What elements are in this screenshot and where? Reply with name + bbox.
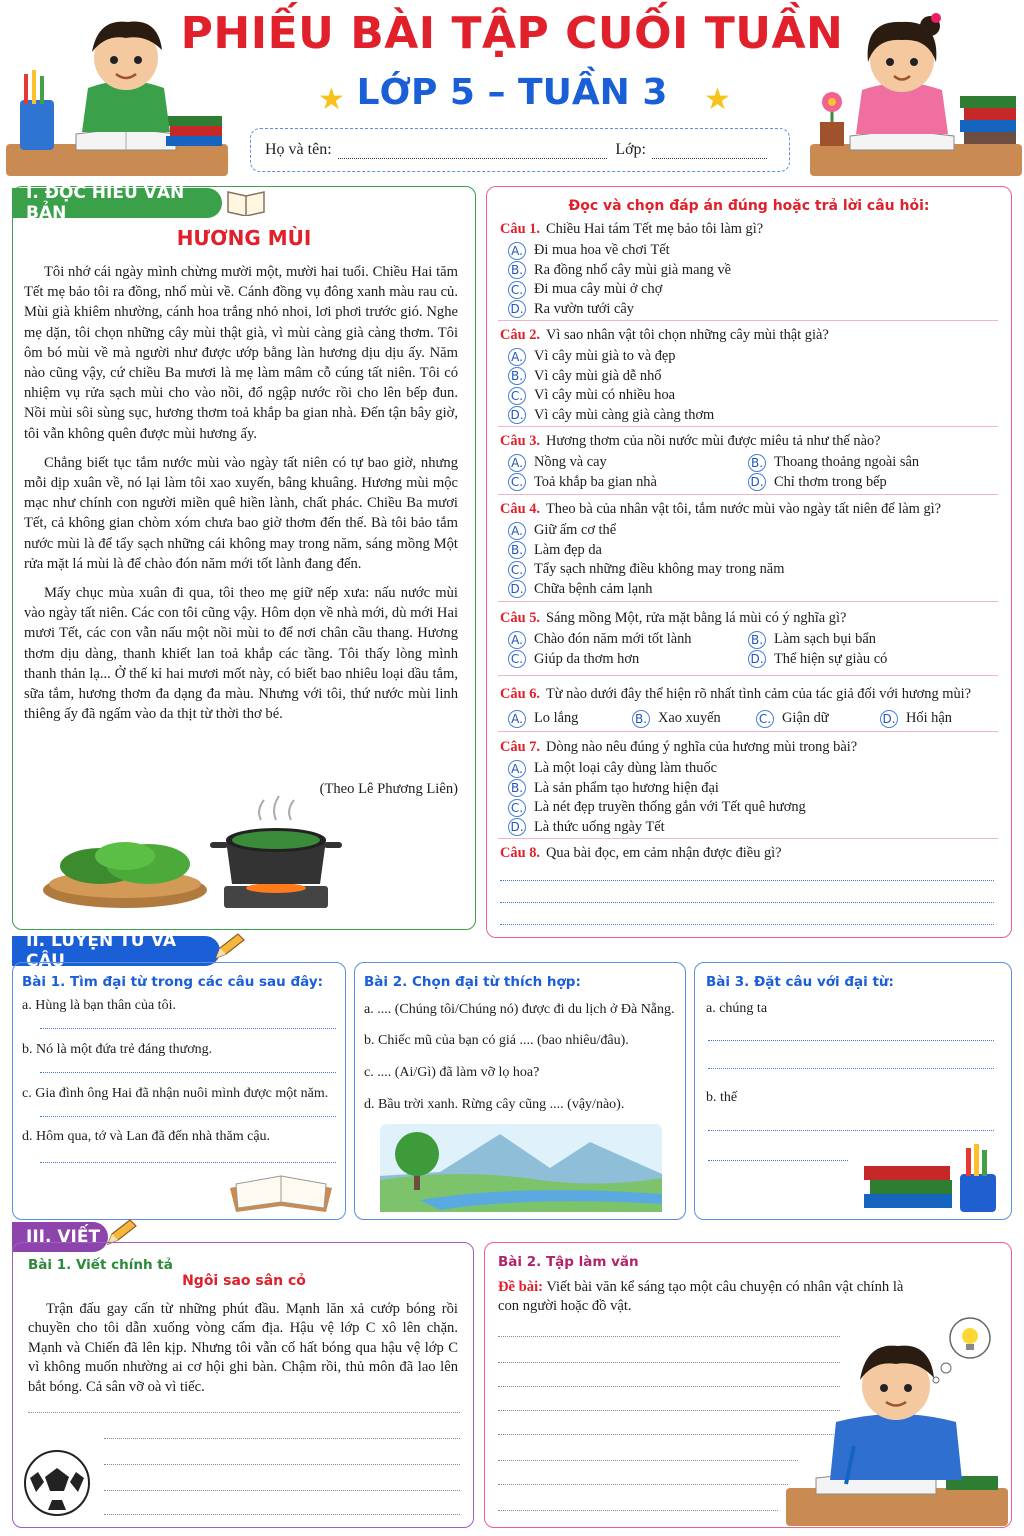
- option-b[interactable]: B. Làm đẹp da: [500, 541, 1000, 561]
- writing-line[interactable]: [498, 1510, 778, 1511]
- option-letter-icon: B.: [508, 367, 526, 385]
- option-letter-icon: C.: [508, 387, 526, 405]
- option-letter-icon: D.: [508, 818, 526, 836]
- writing-line[interactable]: [104, 1464, 460, 1465]
- exercise-2-item: b. Chiếc mũ của bạn có giá .... (bao nhiêu/đâu).: [364, 1033, 629, 1048]
- option-letter-icon: A.: [508, 631, 526, 649]
- section-vocab-tag: II. LUYỆN TỪ VÀ CÂU: [12, 936, 220, 966]
- girl-reading-illustration: [810, 4, 1022, 176]
- worksheet-subtitle: LỚP 5 – TUẦN 3: [356, 72, 668, 113]
- writing-line[interactable]: [28, 1412, 460, 1413]
- option-letter-icon: C.: [508, 561, 526, 579]
- story-title: HƯƠNG MÙI: [176, 226, 312, 250]
- option-c[interactable]: C. Vì cây mùi có nhiều hoa: [500, 386, 1000, 406]
- answer-line[interactable]: [40, 1116, 336, 1117]
- dictation-subtitle: Ngôi sao sân cỏ: [182, 1273, 306, 1289]
- question-6: Câu 6. Từ nào dưới đây thể hiện rõ nhất tình cảm của tác giả đối với hương mùi? A. Lo lắng B. Xao xuyến C. Giận dữ D. Hối hận: [500, 686, 1000, 729]
- question-1: Câu 1. Chiều Hai tám Tết mẹ bảo tôi làm gì? A. Đi mua hoa về chơi Tết B. Ra đồng nhổ cây mùi già mang về C. Đi mua cây mùi ở chợ D. Ra vườn tưới cây: [500, 221, 1000, 319]
- class-label: Lớp:: [615, 141, 646, 158]
- open-book-icon: [226, 1168, 336, 1216]
- question-2: Câu 2. Vì sao nhân vật tôi chọn những cây mùi thật già? A. Vì cây mùi già to và đẹp B. Vì cây mùi già dễ nhổ C. Vì cây mùi có nhiều hoa D. Vì cây mùi càng già càng thơm: [500, 327, 1000, 425]
- star-icon: ★: [704, 82, 731, 117]
- divider: [498, 426, 998, 427]
- star-icon: ★: [318, 82, 345, 117]
- option-letter-icon: D.: [748, 650, 766, 668]
- section-writing-tag: III. VIẾT: [12, 1222, 108, 1252]
- section-reading-tag: I. ĐỌC HIỂU VĂN BẢN: [12, 188, 222, 218]
- option-d[interactable]: D. Ra vườn tưới cây: [500, 300, 1000, 320]
- answer-line[interactable]: [40, 1028, 336, 1029]
- option-letter-icon: B.: [632, 710, 650, 728]
- question-7: Câu 7. Dòng nào nêu đúng ý nghĩa của hương mùi trong bài? A. Là một loại cây dùng làm thuốc B. Là sản phẩm tạo hương hiện đại C. Là nét đẹp truyền thống gắn với Tết quê hương D. Là thức uống ngày Tết: [500, 739, 1000, 837]
- exercise-3-item: a. chúng ta: [706, 1001, 768, 1016]
- option-letter-icon: D.: [880, 710, 898, 728]
- book-icon: [226, 186, 266, 216]
- option-d[interactable]: D. Vì cây mùi càng già càng thơm: [500, 406, 1000, 426]
- question-3: Câu 3. Hương thơm của nồi nước mùi được miêu tả như thế nào? A. Nồng và cay B. Thoang thoảng ngoài sân C. Toả khắp ba gian nhà D. Chỉ thơm trong bếp: [500, 433, 1000, 492]
- cooking-pot-icon: [206, 790, 346, 914]
- boy-reading-illustration: [6, 4, 228, 176]
- exercise-1-item: a. Hùng là bạn thân của tôi.: [22, 998, 176, 1013]
- story-paragraph: Chẳng biết tục tắm nước mùi vào ngày tất niên có tự bao giờ, nhưng mỗi dịp xuân về, nó lại làm tôi xao xuyến, bâng khuâng. Hương mùi mộc mạc như chính con người miền quê hiền lành, chất phác. Chiều Ba mươi Tết, cả không gian chòm xóm chưa bao giờ thơm đến thế. Bà tôi bảo tắm nước mùi là để tẩy sạch những cái không may trong năm, sáng mồng Một rửa mặt lá mùi là để chào đón năm mới tốt lành đang đến.: [24, 454, 458, 572]
- option-d[interactable]: D. Thể hiện sự giàu có: [740, 650, 980, 670]
- divider: [498, 494, 998, 495]
- option-letter-icon: C.: [508, 473, 526, 491]
- exercise-1-item: c. Gia đình ông Hai đã nhận nuôi mình được một năm.: [22, 1086, 329, 1101]
- option-d[interactable]: D. Chữa bệnh cảm lạnh: [500, 580, 1000, 600]
- divider: [498, 320, 998, 321]
- exercise-2-item: d. Bầu trời xanh. Rừng cây cũng .... (vậy/nào).: [364, 1097, 625, 1112]
- divider: [498, 675, 998, 676]
- exercise-1-item: b. Nó là một đứa trẻ đáng thương.: [22, 1042, 213, 1057]
- option-c[interactable]: C. Giúp da thơm hơn: [500, 650, 740, 670]
- story-paragraph: Mấy chục mùa xuân đi qua, tôi theo mẹ giữ nếp xưa: nấu nước mùi vào ngày tất niên. Các con tôi cũng vậy. Hôm dọn về nhà mới, dù mới Hai mươi Tết, các con vẫn nấu một nồi mùi to để nơi chân cầu thang. Hương thơm dịu dàng, thanh khiết lan toả khắp các tầng. Tôi thấy lòng mình thanh thản lạ... Ở thế kỉ hai mươi mốt này, có biết bao nhiêu loại dầu tắm, sữa tắm, hương thơm đa dạng đa màu. Nhưng với tôi, thứ nước mùi linh thiêng ấy đã ngấm vào da thịt từ thời thơ bé.: [24, 585, 458, 723]
- exercise-3-title: Bài 3. Đặt câu với đại từ:: [706, 974, 894, 990]
- story-text: [24, 262, 458, 733]
- answer-line[interactable]: [500, 902, 994, 903]
- writing-line[interactable]: [104, 1514, 460, 1515]
- option-letter-icon: C.: [508, 281, 526, 299]
- answer-line[interactable]: [500, 880, 994, 881]
- name-field[interactable]: [338, 149, 608, 159]
- class-field[interactable]: [652, 149, 767, 159]
- option-c[interactable]: C. Toả khắp ba gian nhà: [500, 473, 740, 493]
- questions-heading: Đọc và chọn đáp án đúng hoặc trả lời câu hỏi:: [568, 198, 930, 214]
- option-d[interactable]: D. Là thức uống ngày Tết: [500, 818, 1000, 838]
- option-b[interactable]: B. Làm sạch bụi bẩn: [740, 630, 980, 650]
- option-letter-icon: B.: [748, 631, 766, 649]
- option-c[interactable]: C. Đi mua cây mùi ở chợ: [500, 280, 1000, 300]
- dictation-text: Trận đấu gay cấn từ những phút đầu. Mạnh lăn xả cướp bóng rồi chuyền cho tôi dẫn xuống vòng cấm địa. Hậu vệ lớp C xô lên chặn. Mạnh và Chiến đã lên kịp. Nhưng tôi vẫn cố hất bóng qua hậu vệ lớp C vì không muốn nhường ai cơ hội ghi bàn. Chậm rồi, thủ môn đã lao lên bắt bóng. Cả sân vỡ oà vì tiếc.: [28, 1301, 458, 1395]
- option-b[interactable]: B. Thoang thoảng ngoài sân: [740, 453, 980, 473]
- option-letter-icon: B.: [508, 779, 526, 797]
- exercise-2-item: c. .... (Ai/Gì) đã làm vỡ lọ hoa?: [364, 1065, 540, 1080]
- option-letter-icon: D.: [748, 473, 766, 491]
- option-b[interactable]: B. Là sản phẩm tạo hương hiện đại: [500, 779, 1000, 799]
- name-label: Họ và tên:: [265, 141, 332, 158]
- option-d[interactable]: D. Chỉ thơm trong bếp: [740, 473, 980, 493]
- option-c[interactable]: C. Là nét đẹp truyền thống gắn với Tết quê hương: [500, 798, 1000, 818]
- story-source: (Theo Lê Phương Liên): [319, 781, 458, 797]
- option-letter-icon: A.: [508, 454, 526, 472]
- option-letter-icon: A.: [508, 242, 526, 260]
- option-letter-icon: D.: [508, 580, 526, 598]
- divider: [498, 838, 998, 839]
- divider: [498, 731, 998, 732]
- option-a[interactable]: A. Là một loại cây dùng làm thuốc: [500, 759, 1000, 779]
- composition-title: Bài 2. Tập làm văn: [498, 1254, 639, 1270]
- worksheet-title: PHIẾU BÀI TẬP CUỐI TUẦN: [180, 8, 844, 59]
- option-c[interactable]: C. Tẩy sạch những điều không may trong năm: [500, 560, 1000, 580]
- option-a[interactable]: A. Đi mua hoa về chơi Tết: [500, 241, 1000, 261]
- option-c[interactable]: C. Giận dữ: [748, 709, 872, 729]
- option-b[interactable]: B. Vì cây mùi già dễ nhổ: [500, 367, 1000, 387]
- question-5: Câu 5. Sáng mồng Một, rửa mặt bằng lá mùi có ý nghĩa gì? A. Chào đón năm mới tốt lành B. Làm sạch bụi bẩn C. Giúp da thơm hơn D. Thể hiện sự giàu có: [500, 610, 1000, 669]
- option-a[interactable]: A. Lo lắng: [500, 709, 624, 729]
- writing-line[interactable]: [498, 1460, 798, 1461]
- option-letter-icon: C.: [508, 799, 526, 817]
- answer-line[interactable]: [708, 1130, 994, 1131]
- option-letter-icon: B.: [508, 541, 526, 559]
- option-a[interactable]: A. Giữ ấm cơ thể: [500, 521, 1000, 541]
- option-letter-icon: C.: [756, 710, 774, 728]
- student-info-box: [250, 128, 790, 172]
- option-d[interactable]: D. Hối hận: [872, 709, 996, 729]
- soccer-ball-icon: [22, 1448, 92, 1518]
- pencil-icon: [212, 932, 246, 962]
- option-b[interactable]: B. Xao xuyến: [624, 709, 748, 729]
- exercise-1-item: d. Hôm qua, tớ và Lan đã đến nhà thăm cậu.: [22, 1129, 271, 1144]
- option-letter-icon: B.: [748, 454, 766, 472]
- writing-line[interactable]: [498, 1484, 788, 1485]
- exercise-2-item: a. .... (Chúng tôi/Chúng nó) được đi du lịch ở Đà Nẵng.: [364, 1002, 675, 1017]
- herb-basket-illustration: [40, 828, 210, 910]
- answer-line[interactable]: [40, 1162, 336, 1163]
- story-paragraph: Tôi nhớ cái ngày mình chừng mười một, mười hai tuổi. Chiều Hai tăm Tết mẹ bảo tôi ra đồng, nhổ mùi về. Cánh đồng vụ đông xanh màu rau củ. Mùi già khiêm nhường, cánh hoa trắng nhỏ nhoi, lơi phơi trước gió. Nghe mẹ dặn, tôi chọn những cây mùi thật già, vì mùi càng già càng thơm. Tôi ôm bó mùi về mà người như được ướp bằng làn hương dịu dịu ấy. Năm nào cũng vậy, cứ chiều Ba mươi là mẹ làm mâm cỗ cúng tất niên. Tôi có nhiệm vụ rửa sạch mùi cho vào nồi, đổ ngập nước rồi cho lên bếp đun. Nồi mùi sôi sùng sục, hương thơm toả khắp ba gian nhà. Đến tận bây giờ, tôi vẫn không quên được mùi hương ấy.: [24, 264, 458, 442]
- option-letter-icon: B.: [508, 261, 526, 279]
- answer-line[interactable]: [708, 1160, 848, 1161]
- option-letter-icon: A.: [508, 710, 526, 728]
- books-and-pencils-icon: [856, 1144, 1006, 1216]
- exercise-3-item: b. thế: [706, 1090, 738, 1105]
- answer-line[interactable]: [500, 924, 994, 925]
- option-letter-icon: A.: [508, 522, 526, 540]
- exercise-2-title: Bài 2. Chọn đại từ thích hợp:: [364, 974, 581, 990]
- option-letter-icon: D.: [508, 300, 526, 318]
- writing-line[interactable]: [104, 1438, 460, 1439]
- answer-line[interactable]: [708, 1040, 994, 1041]
- option-b[interactable]: B. Ra đồng nhổ cây mùi già mang về: [500, 261, 1000, 281]
- writing-line[interactable]: [104, 1490, 460, 1491]
- option-a[interactable]: A. Chào đón năm mới tốt lành: [500, 630, 740, 650]
- exercise-1-title: Bài 1. Tìm đại từ trong các câu sau đây:: [22, 974, 324, 990]
- option-a[interactable]: A. Nồng và cay: [500, 453, 740, 473]
- composition-prompt: Đề bài: Viết bài văn kể sáng tạo một câu chuyện có nhân vật chính là con người hoặc đồ vật.: [498, 1279, 904, 1315]
- question-8: Câu 8. Qua bài đọc, em cảm nhận được điều gì?: [500, 845, 782, 861]
- boy-writing-illustration: [786, 1316, 1008, 1526]
- option-letter-icon: D.: [508, 406, 526, 424]
- landscape-illustration: [380, 1124, 662, 1212]
- option-a[interactable]: A. Vì cây mùi già to và đẹp: [500, 347, 1000, 367]
- option-letter-icon: A.: [508, 348, 526, 366]
- option-letter-icon: C.: [508, 650, 526, 668]
- question-4: Câu 4. Theo bà của nhân vật tôi, tắm nước mùi vào ngày tất niên để làm gì? A. Giữ ấm cơ thể B. Làm đẹp da C. Tẩy sạch những điều không may trong năm D. Chữa bệnh cảm lạnh: [500, 501, 1000, 599]
- answer-line[interactable]: [708, 1068, 994, 1069]
- dictation-title: Bài 1. Viết chính tả: [28, 1257, 173, 1273]
- answer-line[interactable]: [40, 1072, 336, 1073]
- divider: [498, 601, 998, 602]
- option-letter-icon: A.: [508, 760, 526, 778]
